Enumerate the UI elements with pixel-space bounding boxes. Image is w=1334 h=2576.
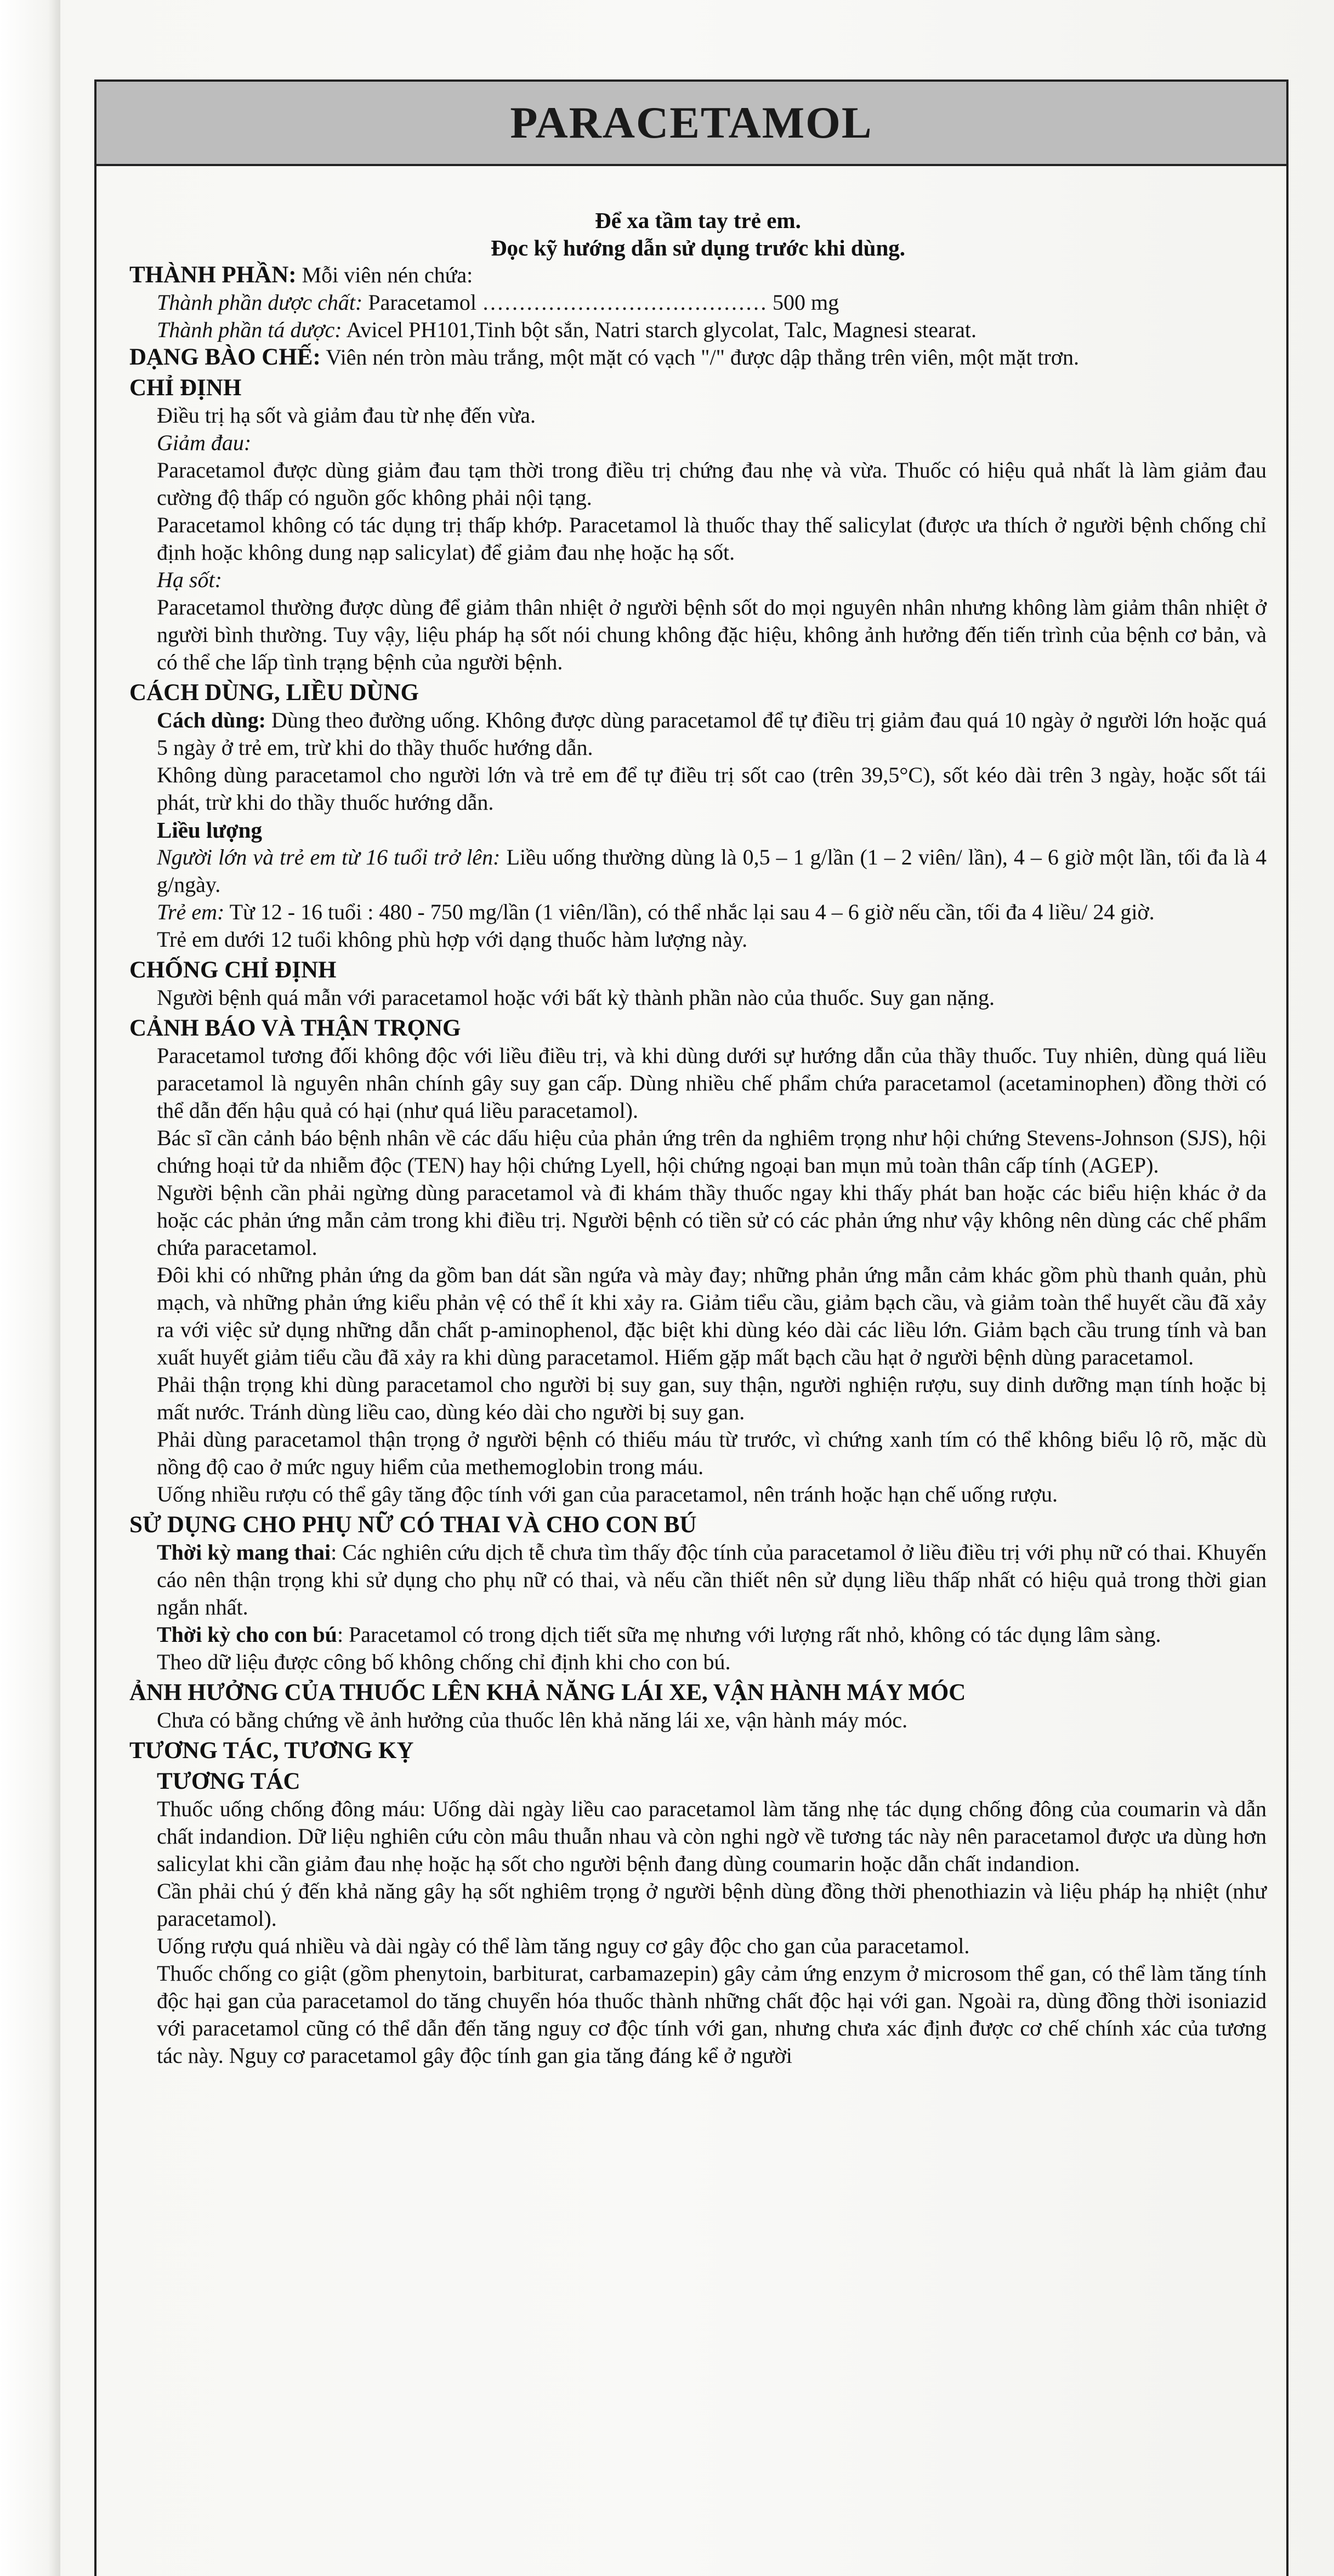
interactions-subheading: TƯƠNG TÁC bbox=[157, 1768, 300, 1794]
warnings-heading: CẢNH BÁO VÀ THẬN TRỌNG bbox=[129, 1015, 461, 1041]
child-dose bbox=[157, 899, 1267, 926]
usage-p2: Không dùng paracetamol cho người lớn và trẻ em để tự điều trị sốt cao (trên 39,5°C), sốt kéo dài trên 3 ngày, hoặc sốt tái phát, trừ khi do thầy thuốc hướng dẫn. bbox=[157, 763, 1267, 815]
leaflet-content bbox=[129, 207, 1267, 2069]
excipient-label: Thành phần tá dược: bbox=[157, 317, 342, 342]
active-value: Paracetamol ………………………………… 500 mg bbox=[368, 290, 839, 315]
fever-p1: Paracetamol thường được dùng để giảm thân nhiệt ở người bệnh sốt do mọi nguyên nhân nhưng không làm giảm thân nhiệt ở người bình thường. Tuy vậy, liệu pháp hạ sốt nói chung không đặc hiệu, không ảnh hưởng đến tiến trình của bệnh cơ bản, và có thể che lấp tình trạng bệnh của người bệnh. bbox=[157, 595, 1267, 674]
pregnancy-label: Thời kỳ mang thai bbox=[157, 1540, 331, 1565]
usage-how bbox=[157, 707, 1267, 761]
dose-label: Liều lượng bbox=[157, 817, 262, 843]
contraindications-heading: CHỐNG CHỈ ĐỊNH bbox=[129, 957, 337, 983]
document-title: PARACETAMOL bbox=[510, 98, 873, 147]
contraindications-text: Người bệnh quá mẫn với paracetamol hoặc với bất kỳ thành phần nào của thuốc. Suy gan nặng. bbox=[157, 985, 995, 1010]
driving-text: Chưa có bằng chứng về ảnh hưởng của thuốc lên khả năng lái xe, vận hành máy móc. bbox=[157, 1708, 908, 1732]
driving-heading: ẢNH HƯỞNG CỦA THUỐC LÊN KHẢ NĂNG LÁI XE, VẬN HÀNH MÁY MÓC bbox=[129, 1680, 966, 1705]
fever-label: Hạ sốt: bbox=[157, 567, 222, 592]
dosage-form-text: Viên nén tròn màu trắng, một mặt có vạch "/" được dập thẳng trên viên, một mặt trơn. bbox=[326, 345, 1079, 369]
dosage-form-heading: DẠNG BÀO CHẾ: bbox=[129, 344, 321, 370]
usage-heading: CÁCH DÙNG, LIỀU DÙNG bbox=[129, 680, 419, 706]
adult-dose bbox=[157, 844, 1267, 899]
interactions-p4: Thuốc chống co giật (gồm phenytoin, barbiturat, carbamazepin) gây cảm ứng enzym ở microsom thể gan, có thể làm tăng tính độc hại gan của paracetamol do tăng chuyển hóa thuốc thành những chất độc hại với gan. Ngoài ra, dùng đồng thời isoniazid với paracetamol cũng có thể dẫn đến tăng nguy cơ độc tính với gan, nhưng chưa xác định được cơ chế chính xác của tương tác này. Nguy cơ paracetamol gây độc tính gan gia tăng đáng kể ở người bbox=[157, 1961, 1267, 2068]
interactions-p2: Cần phải chú ý đến khả năng gây hạ sốt nghiêm trọng ở người bệnh dùng đồng thời phenothiazin và liệu pháp hạ nhiệt (như paracetamol). bbox=[157, 1879, 1267, 1931]
paper-edge bbox=[0, 0, 60, 2576]
warning-line-1: Để xa tầm tay trẻ em. bbox=[595, 208, 801, 233]
excipient-value: Avicel PH101,Tinh bột sắn, Natri starch glycolat, Talc, Magnesi stearat. bbox=[346, 317, 977, 342]
under12-note: Trẻ em dưới 12 tuổi không phù hợp với dạng thuốc hàm lượng này. bbox=[157, 927, 748, 952]
warnings-p6: Phải dùng paracetamol thận trọng ở người bệnh có thiếu máu từ trước, vì chứng xanh tím có thể không biểu lộ rõ, mặc dù nồng độ cao ở mức nguy hiểm của methemoglobin trong máu. bbox=[157, 1427, 1267, 1479]
composition-section bbox=[129, 261, 1267, 289]
warnings-p2: Bác sĩ cần cảnh báo bệnh nhân về các dấu hiệu của phản ứng trên da nghiêm trọng như hội chứng Stevens-Johnson (SJS), hội chứng hoại tử da nhiễm độc (TEN) hay hội chứng Lyell, hội chứng ngoại ban mụn mủ toàn thân cấp tính (AGEP). bbox=[157, 1125, 1267, 1178]
lactation-text bbox=[157, 1621, 1267, 1648]
interactions-p1: Thuốc uống chống đông máu: Uống dài ngày liều cao paracetamol làm tăng nhẹ tác dụng chống đông của coumarin và dẫn chất indandion. Dữ liệu nghiên cứu còn mâu thuẫn nhau và còn nghi ngờ về tương tác này nên paracetamol được ưa dùng hơn salicylat khi cần giảm đau nhẹ hoặc hạ sốt cho người bệnh đang dùng coumarin hoặc dẫn chất indandion. bbox=[157, 1796, 1267, 1876]
child-text: Từ 12 - 16 tuổi : 480 - 750 mg/lần (1 viên/lần), có thể nhắc lại sau 4 – 6 giờ nếu cần, tối đa 4 liều/ 24 giờ. bbox=[229, 900, 1155, 924]
how-label: Cách dùng: bbox=[157, 708, 266, 732]
pregnancy-text bbox=[157, 1539, 1267, 1621]
dosage-form-section bbox=[129, 344, 1267, 371]
composition-heading: THÀNH PHẦN: bbox=[129, 262, 297, 288]
title-bar bbox=[96, 82, 1286, 166]
excipients bbox=[157, 316, 1267, 344]
lactation-label: Thời kỳ cho con bú bbox=[157, 1622, 337, 1647]
interactions-heading: TƯƠNG TÁC, TƯƠNG KỴ bbox=[129, 1738, 414, 1764]
indications-heading: CHỈ ĐỊNH bbox=[129, 375, 242, 401]
warning-line-2: Đọc kỹ hướng dẫn sử dụng trước khi dùng. bbox=[490, 235, 906, 260]
pregnancy-body: : Các nghiên cứu dịch tễ chưa tìm thấy độc tính của paracetamol ở liều điều trị với phụ nữ có thai. Khuyến cáo nên thận trọng khi sử dụng cho phụ nữ có thai, và nếu cần thiết nên sử dụng liều thấp nhất có hiệu quả trong thời gian ngắn nhất. bbox=[157, 1540, 1267, 1619]
warnings-p1: Paracetamol tương đối không độc với liều điều trị, và khi dùng dưới sự hướng dẫn của thầy thuốc. Tuy nhiên, dùng quá liều paracetamol là nguyên nhân chính gây suy gan cấp. Dùng nhiều chế phẩm chứa paracetamol (acetaminophen) đồng thời có thể dẫn đến hậu quả có hại (như quá liều paracetamol). bbox=[157, 1043, 1267, 1123]
pain-p1: Paracetamol được dùng giảm đau tạm thời trong điều trị chứng đau nhẹ và vừa. Thuốc có hiệu quả nhất là làm giảm đau cường độ thấp có nguồn gốc không phải nội tạng. bbox=[157, 458, 1267, 510]
lactation-body: : Paracetamol có trong dịch tiết sữa mẹ nhưng với lượng rất nhỏ, không có tác dụng lâm sàng. bbox=[337, 1622, 1161, 1647]
warnings-p3: Người bệnh cần phải ngừng dùng paracetamol và đi khám thầy thuốc ngay khi thấy phát ban hoặc các biểu hiện khác ở da hoặc các phản ứng mẫn cảm trong khi điều trị. Người bệnh có tiền sử có các phản ứng như vậy không nên dùng các chế phẩm chứa paracetamol. bbox=[157, 1180, 1267, 1260]
pain-label: Giảm đau: bbox=[157, 430, 252, 455]
warnings-p4: Đôi khi có những phản ứng da gồm ban dát sần ngứa và mày đay; những phản ứng mẫn cảm khác gồm phù thanh quản, phù mạch, và những phản ứng kiểu phản vệ có thể ít khi xảy ra. Giảm tiểu cầu, giảm bạch cầu, và giảm toàn thể huyết cầu đã xảy ra với việc sử dụng những dẫn chất p-aminophenol, đặc biệt khi dùng kéo dài các liều lớn. Giảm bạch cầu trung tính và ban xuất huyết giảm tiểu cầu đã xảy ra khi dùng paracetamol. Hiếm gặp mất bạch cầu hạt ở người bệnh dùng paracetamol. bbox=[157, 1263, 1267, 1369]
lactation-note: Theo dữ liệu được công bố không chống chỉ định khi cho con bú. bbox=[157, 1650, 731, 1674]
pain-p2: Paracetamol không có tác dụng trị thấp khớp. Paracetamol là thuốc thay thế salicylat (được ưa thích ở người bệnh chống chỉ định hoặc không dung nạp salicylat) để giảm đau nhẹ hoặc hạ sốt. bbox=[157, 513, 1267, 565]
adult-label: Người lớn và trẻ em từ 16 tuổi trở lên: bbox=[157, 845, 501, 869]
adult-text: Liều uống thường dùng là 0,5 – 1 g/lần (1 – 2 viên/ lần), 4 – 6 giờ một lần, tối đa là 4 g/ngày. bbox=[157, 845, 1267, 897]
leaflet-frame bbox=[94, 79, 1288, 2576]
how-text: Dùng theo đường uống. Không được dùng paracetamol để tự điều trị giảm đau quá 10 ngày ở người lớn hoặc quá 5 ngày ở trẻ em, trừ khi do thầy thuốc hướng dẫn. bbox=[157, 708, 1267, 760]
warnings-p5: Phải thận trọng khi dùng paracetamol cho người bị suy gan, suy thận, người nghiện rượu, suy dinh dưỡng mạn tính hoặc bị mất nước. Tránh dùng liều cao, dùng kéo dài cho người bị suy gan. bbox=[157, 1372, 1267, 1424]
active-ingredient bbox=[157, 289, 1267, 316]
indications-p1: Điều trị hạ sốt và giảm đau từ nhẹ đến vừa. bbox=[157, 403, 536, 428]
active-label: Thành phần dược chất: bbox=[157, 290, 363, 315]
composition-intro: Mỗi viên nén chứa: bbox=[302, 263, 473, 287]
warnings-p7: Uống nhiều rượu có thể gây tăng độc tính với gan của paracetamol, nên tránh hoặc hạn chế uống rượu. bbox=[157, 1482, 1058, 1506]
child-label: Trẻ em: bbox=[157, 900, 225, 924]
pregnancy-heading: SỬ DỤNG CHO PHỤ NỮ CÓ THAI VÀ CHO CON BÚ bbox=[129, 1512, 697, 1538]
interactions-p3: Uống rượu quá nhiều và dài ngày có thể làm tăng nguy cơ gây độc cho gan của paracetamol. bbox=[157, 1934, 970, 1958]
